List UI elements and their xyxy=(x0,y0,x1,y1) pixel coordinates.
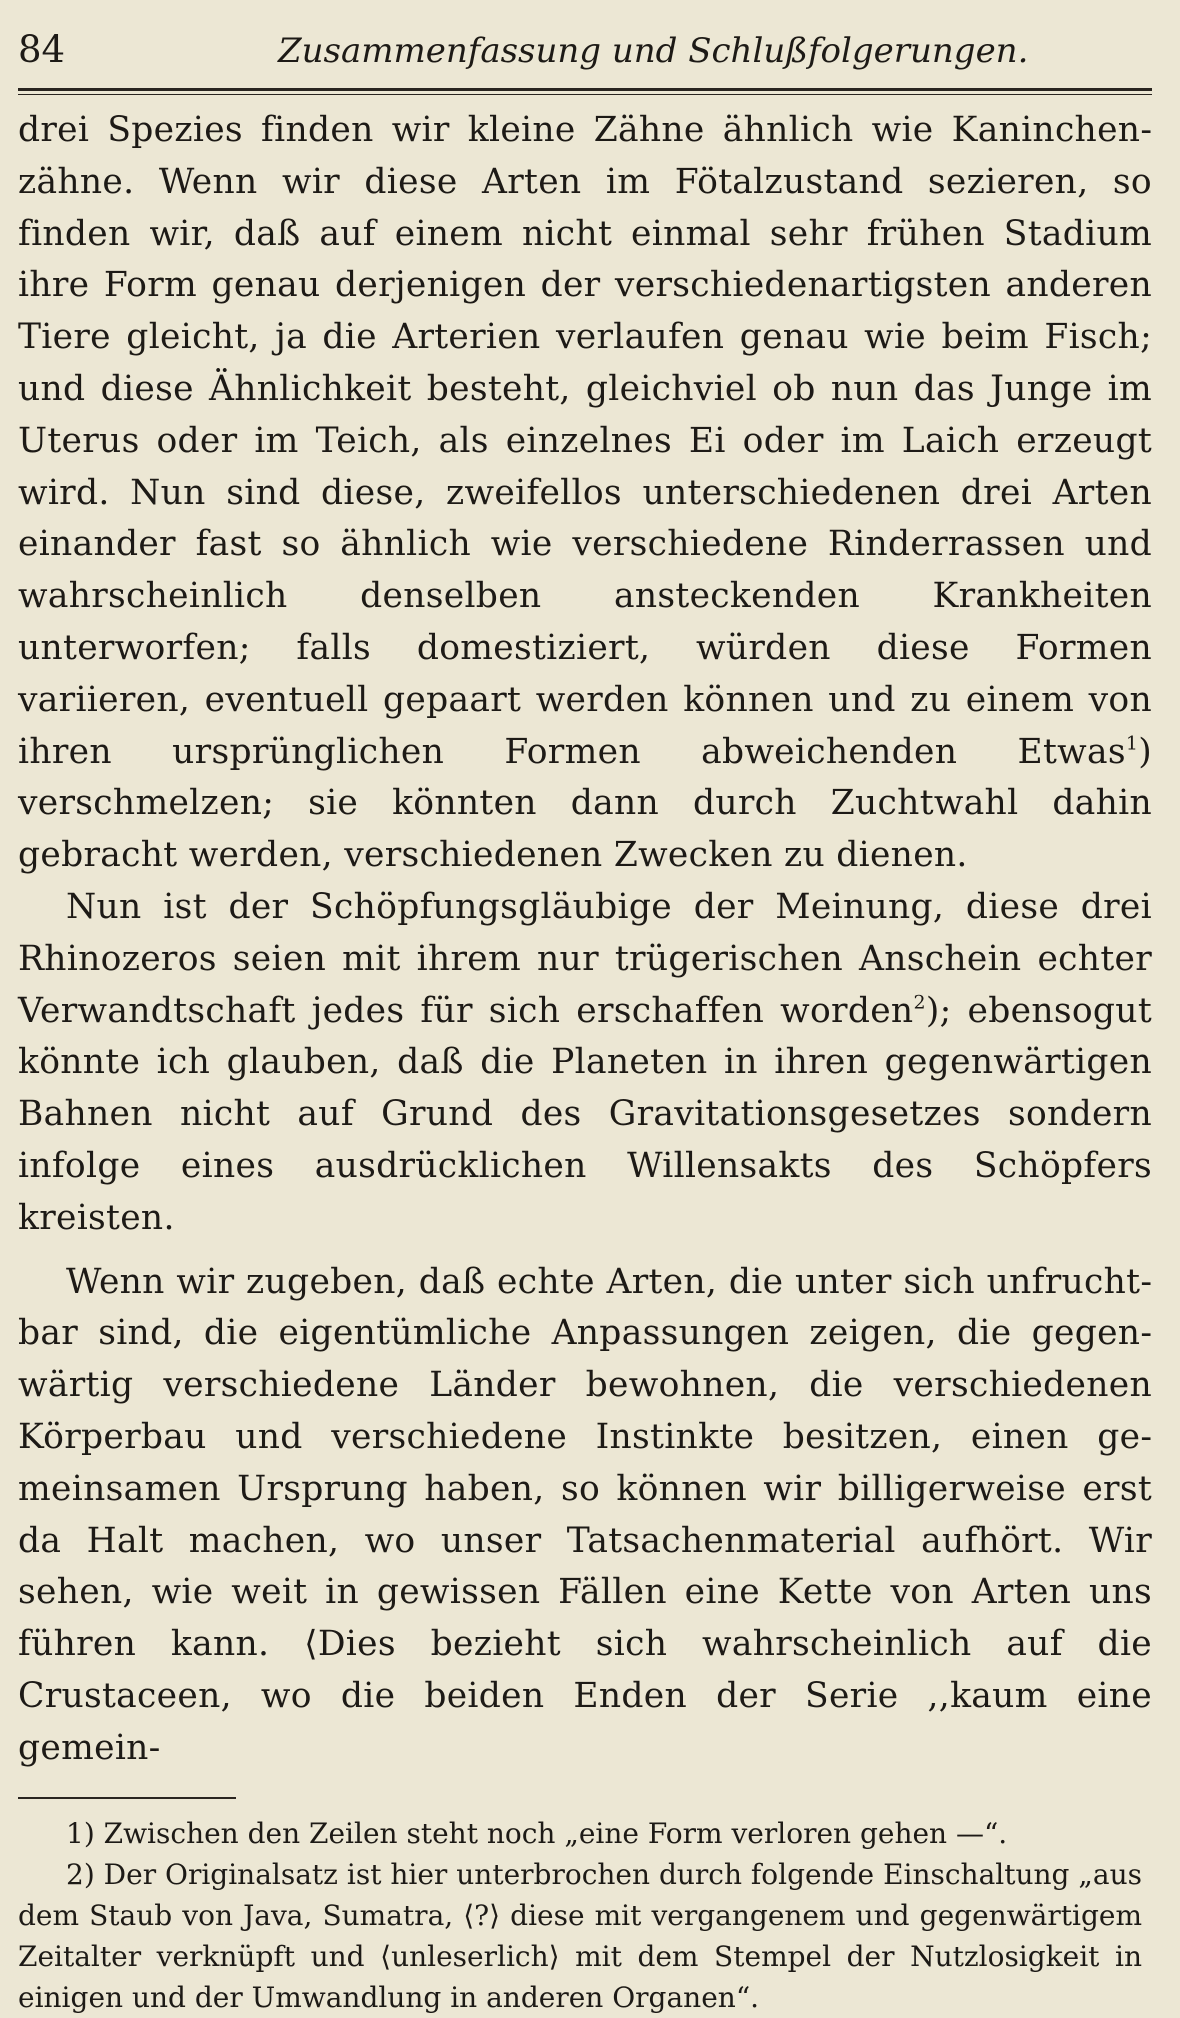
header-rule xyxy=(18,88,1152,95)
paragraph-2-end: ); ebensogut könnte ich glauben, daß die Planeten in ihren gegenwärtigen Bahnen nicht auf Grund des Gravitationsgesetzes sondern infolge eines ausdrücklichen Willensakts des Schöpfers kreisten. xyxy=(18,990,1152,1238)
paragraph-1-text: drei Spezies finden wir kleine Zähne ähnlich wie Kaninchenzähne. Wenn wir diese Arten im Fötalzustand sezieren, so finden wir, daß auf einem nicht einmal sehr frühen Stadium ihre Form genau derjenigen der verschiedenartigsten anderen Tiere gleicht, ja die Arterien verlaufen genau wie beim Fisch; und diese Ähnlichkeit besteht, gleichviel ob nun das Junge im Uterus oder im Teich, als einzelnes Ei oder im Laich erzeugt wird. Nun sind diese, zweifellos unterschiedenen drei Arten einander fast so ähnlich wie verschiedene Rinderrassen und wahrscheinlich denselben ansteckenden Krankheiten unterworfen; falls domestiziert, würden diese Formen variieren, eventuell gepaart werden können und zu einem von ihren ursprünglichen Formen abweichenden Etwas xyxy=(18,110,1152,772)
paragraph-2 xyxy=(18,882,1152,1245)
paragraph-3: Wenn wir zugeben, daß echte Arten, die unter sich unfruchtbar sind, die eigentümliche Anpassungen zeigen, die gegenwärtig verschiedene Länder bewohnen, die verschiedenen Körperbau und verschiedene Instinkte besitzen, einen gemeinsamen Ursprung haben, so können wir billigerweise erst da Halt machen, wo unser Tatsachenmaterial aufhört. Wir sehen, wie weit in gewissen Fällen eine Kette von Arten uns führen kann. ⟨Dies bezieht sich wahrscheinlich auf die Crustaceen, wo die beiden Enden der Serie ,,kaum eine gemein- xyxy=(18,1261,1152,1768)
running-head xyxy=(18,28,1152,80)
paragraph-1 xyxy=(18,105,1152,882)
paragraph-1-end: ) verschmelzen; sie könnten dann durch Zuchtwahl dahin gebracht werden, verschiedenen Zwecken zu dienen. xyxy=(18,731,1152,876)
footnote-rule xyxy=(18,1797,236,1799)
footnote-ref-2[interactable]: 2 xyxy=(913,991,926,1014)
paragraph-2-text: Nun ist der Schöpfungsgläubige der Meinung, diese drei Rhinozeros seien mit ihrem nur trügerischen Anschein echter Verwandtschaft jedes für sich erschaffen worden xyxy=(18,886,1152,1031)
footnote-ref-1[interactable]: 1 xyxy=(1125,732,1139,755)
page-number: 84 xyxy=(18,28,66,71)
footnotes xyxy=(18,1813,1152,2018)
footnote-1: 1) Zwischen den Zeilen steht noch „eine Form verloren gehen —“. xyxy=(66,1816,1008,1850)
main-text xyxy=(18,105,1152,1775)
footnote-2: 2) Der Originalsatz ist hier unterbrochen durch folgende Einschaltung „aus dem Staub von Java, Sumatra, ⟨?⟩ diese mit vergangenem und gegenwärtigem Zeitalter verknüpft und ⟨unleserlich⟩ mit dem Stempel der Nutzlosigkeit in einigen und der Umwandlung in anderen Organen“. xyxy=(18,1857,1142,2014)
running-title: Zusammenfassung und Schlußfolgerungen. xyxy=(278,31,1029,71)
